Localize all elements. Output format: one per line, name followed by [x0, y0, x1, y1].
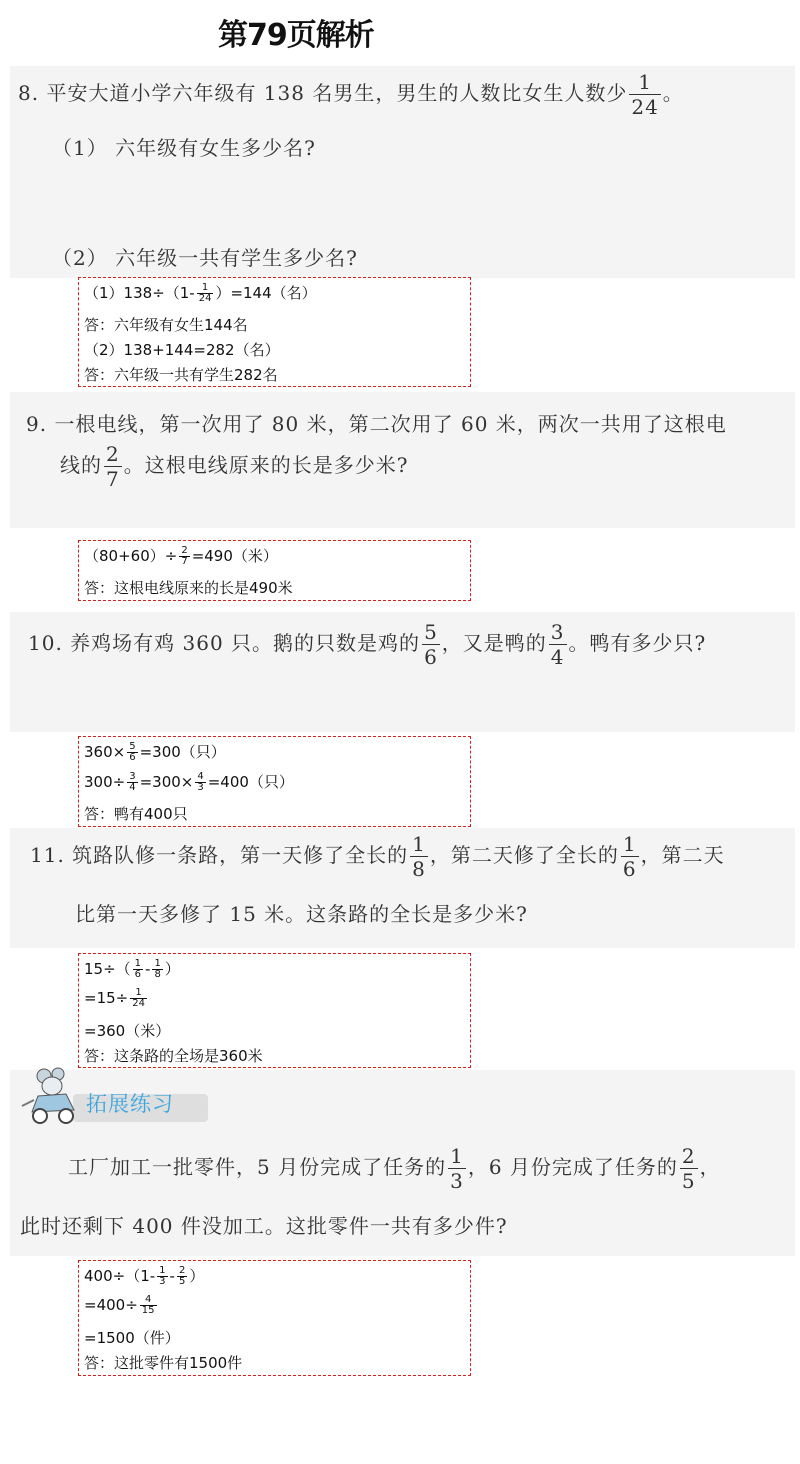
fraction: $\frac{5}{6}$	[129, 741, 136, 763]
question-text: 平安大道小学六年级有 138 名男生，男生的人数比女生人数少	[46, 81, 628, 105]
answer-box-extension	[78, 1260, 471, 1376]
page-title: 第79页解析	[218, 18, 374, 53]
fraction: $\frac{1}{3}$	[159, 1265, 166, 1287]
question-9-line1: 9. 一根电线，第一次用了 80 米，第二次用了 60 米，两次一共用了这根电	[26, 412, 727, 436]
answer-line: =400÷ $\frac{4}{15}$	[84, 1294, 155, 1316]
answer-line: （2）138+144=282（名）	[84, 341, 280, 359]
answer-line: 答：这根电线原来的长是490米	[84, 579, 293, 597]
fraction: $\frac{3}{4}$	[129, 771, 136, 793]
extension-label: 拓展练习	[86, 1092, 174, 1116]
answer-line: 答：鸭有400只	[84, 805, 188, 823]
fraction: $\frac{4}{3}$	[197, 771, 204, 793]
question-8-sub2: （2） 六年级一共有学生多少名?	[52, 246, 358, 270]
answer-line: =1500（件）	[84, 1329, 180, 1347]
fraction: $\frac{1}{24}$	[631, 70, 659, 119]
fraction: $\frac{1}{6}$	[622, 832, 637, 881]
answer-line: 360× $\frac{5}{6}$ =300（只）	[84, 741, 226, 763]
question-9-line2: 线的 $\frac{2}{7}$ 。这根电线原来的长是多少米?	[60, 442, 409, 491]
fraction: $\frac{1}{24}$	[198, 282, 212, 304]
fraction: $\frac{2}{7}$	[106, 442, 120, 491]
answer-line: 答：这条路的全场是360米	[84, 1047, 263, 1065]
fraction: $\frac{1}{8}$	[412, 832, 426, 881]
question-number: 8.	[18, 81, 40, 105]
question-11-line2: 比第一天多修了 15 米。这条路的全长是多少米?	[75, 902, 528, 926]
fraction: $\frac{1}{24}$	[132, 987, 145, 1009]
question-number: 10.	[28, 631, 63, 655]
answer-line: 答：六年级有女生144名	[84, 316, 248, 334]
question-10-text: 10. 养鸡场有鸡 360 只。鹅的只数是鸡的 $\frac{5}{6}$ ，又是鸭的 $\frac{3}{4}$ 。鸭有多少只?	[28, 620, 707, 669]
fraction: $\frac{1}{6}$	[134, 958, 142, 980]
answer-line: 300÷ $\frac{3}{4}$ =300× $\frac{4}{3}$ =400（只）	[84, 771, 294, 793]
answer-line: 400÷（1- $\frac{1}{3}$ - $\frac{2}{5}$ ）	[84, 1265, 205, 1287]
question-11-line1: 11. 筑路队修一条路，第一天修了全长的 $\frac{1}{8}$ ，第二天修了全长的 $\frac{1}{6}$ ，第二天	[30, 832, 725, 881]
answer-line: 15÷（ $\frac{1}{6}$ - $\frac{1}{8}$ ）	[84, 958, 180, 980]
extension-line2: 此时还剩下 400 件没加工。这批零件一共有多少件?	[20, 1214, 508, 1238]
answer-line: =360（米）	[84, 1022, 171, 1040]
answer-box-9	[78, 540, 471, 601]
fraction: $\frac{5}{6}$	[424, 620, 438, 669]
fraction: $\frac{1}{3}$	[450, 1144, 464, 1193]
fraction: $\frac{2}{5}$	[681, 1144, 696, 1193]
answer-line: =15÷ $\frac{1}{24}$	[84, 987, 145, 1009]
fraction: $\frac{2}{5}$	[178, 1265, 186, 1287]
fraction: $\frac{3}{4}$	[550, 620, 565, 669]
fraction: $\frac{4}{15}$	[141, 1294, 155, 1316]
fraction: $\frac{1}{8}$	[154, 958, 161, 980]
answer-line: 答：六年级一共有学生282名	[84, 366, 278, 384]
question-8-sub1: （1） 六年级有女生多少名?	[52, 136, 316, 160]
answer-box-11	[78, 953, 471, 1068]
answer-line: 答：这批零件有1500件	[84, 1354, 243, 1372]
answer-line: （80+60）÷ $\frac{2}{7}$ =490（米）	[84, 545, 278, 567]
question-number: 9.	[26, 412, 48, 436]
answer-box-8	[78, 277, 471, 387]
answer-box-10	[78, 736, 471, 827]
question-number: 11.	[30, 843, 65, 867]
fraction: $\frac{2}{7}$	[181, 545, 188, 567]
answer-line: （1）138÷（1- $\frac{1}{24}$ ）=144（名）	[84, 282, 317, 304]
question-8-text: 8. 平安大道小学六年级有 138 名男生，男生的人数比女生人数少 $\frac{1}{24}$ 。	[18, 70, 684, 119]
extension-line1: 工厂加工一批零件，5 月份完成了任务的 $\frac{1}{3}$ ，6 月份完成了任务的 $\frac{2}{5}$ ，	[68, 1144, 721, 1193]
